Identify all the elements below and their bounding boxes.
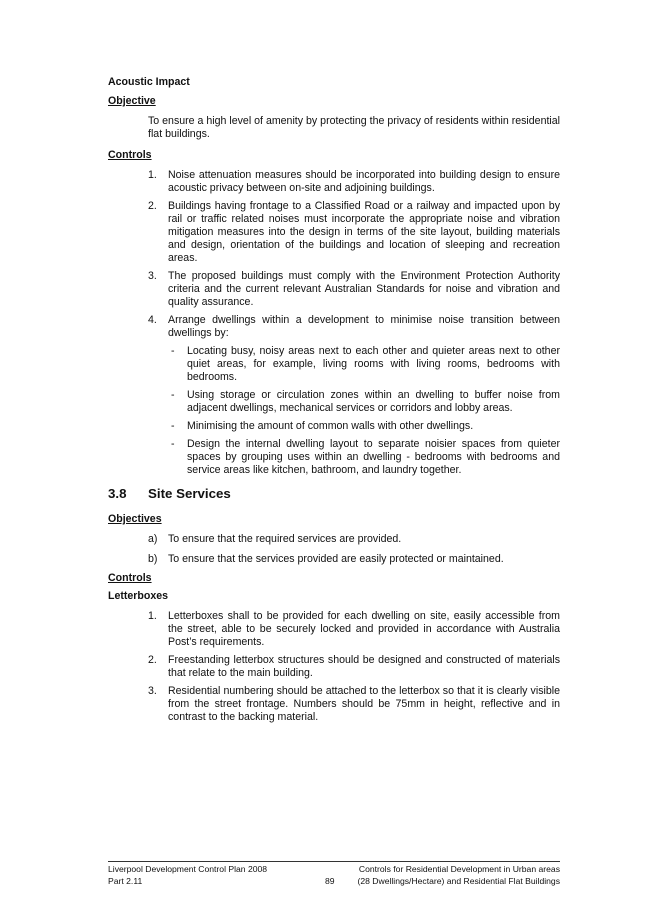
list-marker: 1. bbox=[148, 610, 157, 622]
list-marker: 3. bbox=[148, 685, 157, 697]
sub-list-item bbox=[108, 389, 560, 415]
list-item-text: Freestanding letterbox structures should be designed and constructed of materials that relate to the main building. bbox=[168, 654, 560, 679]
list-marker: b) bbox=[148, 553, 158, 565]
list-item bbox=[108, 200, 560, 265]
list-item-text: Arrange dwellings within a development to minimise noise transition between dwellings by: bbox=[168, 314, 560, 339]
list-item-text: Noise attenuation measures should be incorporated into building design to ensure acoustic privacy between on-site and adjoining buildings. bbox=[168, 169, 560, 194]
sub-item-text: Minimising the amount of common walls with other dwellings. bbox=[187, 420, 474, 432]
footer-document-title: Liverpool Development Control Plan 2008 bbox=[108, 864, 268, 874]
objectives-list bbox=[108, 533, 560, 566]
sub-list-item bbox=[108, 420, 560, 433]
sub-list bbox=[168, 345, 560, 477]
page-content bbox=[108, 76, 560, 729]
list-item bbox=[108, 553, 560, 566]
sub-list-item bbox=[108, 438, 560, 477]
list-item bbox=[108, 533, 560, 546]
page-footer bbox=[108, 861, 560, 887]
sub-item-text: Using storage or circulation zones within an dwelling to buffer noise from adjacent dwellings, mechanical services or corridors and lobby areas. bbox=[187, 389, 560, 414]
list-item-text: Residential numbering should be attached to the letterbox so that it is clearly visible from the street frontage. Numbers should be 75mm in height, reflective and in contrast to the backing material. bbox=[168, 685, 560, 723]
list-item bbox=[108, 314, 560, 477]
list-item-text: Letterboxes shall to be provided for each dwelling on site, easily accessible from the street, able to be securely locked and provided in accordance with Australia Post’s requirements. bbox=[168, 610, 560, 648]
list-marker: a) bbox=[148, 533, 158, 545]
section-number: 3.8 bbox=[108, 486, 127, 501]
sub-item-text: Design the internal dwelling layout to separate noisier spaces from quieter spaces by grouping uses within an dwelling - bedrooms with bedrooms and service areas like kitchen, bathroom, and laundry together. bbox=[187, 438, 560, 476]
list-item-text: To ensure that the required services are provided. bbox=[168, 533, 402, 545]
list-item bbox=[108, 270, 560, 309]
objectives-label: Objectives bbox=[108, 513, 162, 525]
acoustic-heading: Acoustic Impact bbox=[108, 76, 190, 88]
sub-list-item bbox=[108, 345, 560, 384]
list-marker: 1. bbox=[148, 169, 157, 181]
dash-marker: - bbox=[171, 389, 175, 401]
list-marker: 2. bbox=[148, 654, 157, 666]
objective-text: To ensure a high level of amenity by protecting the privacy of residents within residential flat buildings. bbox=[148, 115, 560, 140]
acoustic-controls-list bbox=[108, 169, 560, 477]
list-marker: 4. bbox=[148, 314, 157, 326]
dash-marker: - bbox=[171, 420, 175, 432]
list-item bbox=[108, 654, 560, 680]
footer-section-subtitle: (28 Dwellings/Hectare) and Residential Flat Buildings bbox=[357, 876, 560, 886]
controls-label: Controls bbox=[108, 149, 152, 161]
page-number: 89 bbox=[325, 876, 335, 886]
section-heading bbox=[108, 487, 560, 505]
sub-item-text: Locating busy, noisy areas next to each other and quieter areas next to other quiet areas, for example, living rooms with living rooms, bedrooms with bedrooms. bbox=[187, 345, 560, 383]
list-item bbox=[108, 610, 560, 649]
letterboxes-label: Letterboxes bbox=[108, 590, 169, 602]
letterbox-controls-list bbox=[108, 610, 560, 724]
controls-label: Controls bbox=[108, 572, 152, 584]
objective-label: Objective bbox=[108, 95, 156, 107]
dash-marker: - bbox=[171, 438, 175, 450]
list-item-text: Buildings having frontage to a Classified Road or a railway and impacted upon by rail or traffic related noises must incorporate the appropriate noise and vibration mitigation measures into the design in terms of the site layout, building materials and design, orientation of the buildings and location of sleeping and recreation areas. bbox=[168, 200, 560, 264]
dash-marker: - bbox=[171, 345, 175, 357]
list-item-text: The proposed buildings must comply with the Environment Protection Authority criteria and the current relevant Australian Standards for noise and vibration and quality assurance. bbox=[168, 270, 560, 308]
footer-section-title: Controls for Residential Development in Urban areas bbox=[358, 864, 560, 874]
list-marker: 3. bbox=[148, 270, 157, 282]
list-item-text: To ensure that the services provided are easily protected or maintained. bbox=[168, 553, 504, 565]
section-title: Site Services bbox=[148, 486, 231, 501]
footer-part: Part 2.11 bbox=[108, 876, 143, 886]
list-marker: 2. bbox=[148, 200, 157, 212]
list-item bbox=[108, 169, 560, 195]
list-item bbox=[108, 685, 560, 724]
